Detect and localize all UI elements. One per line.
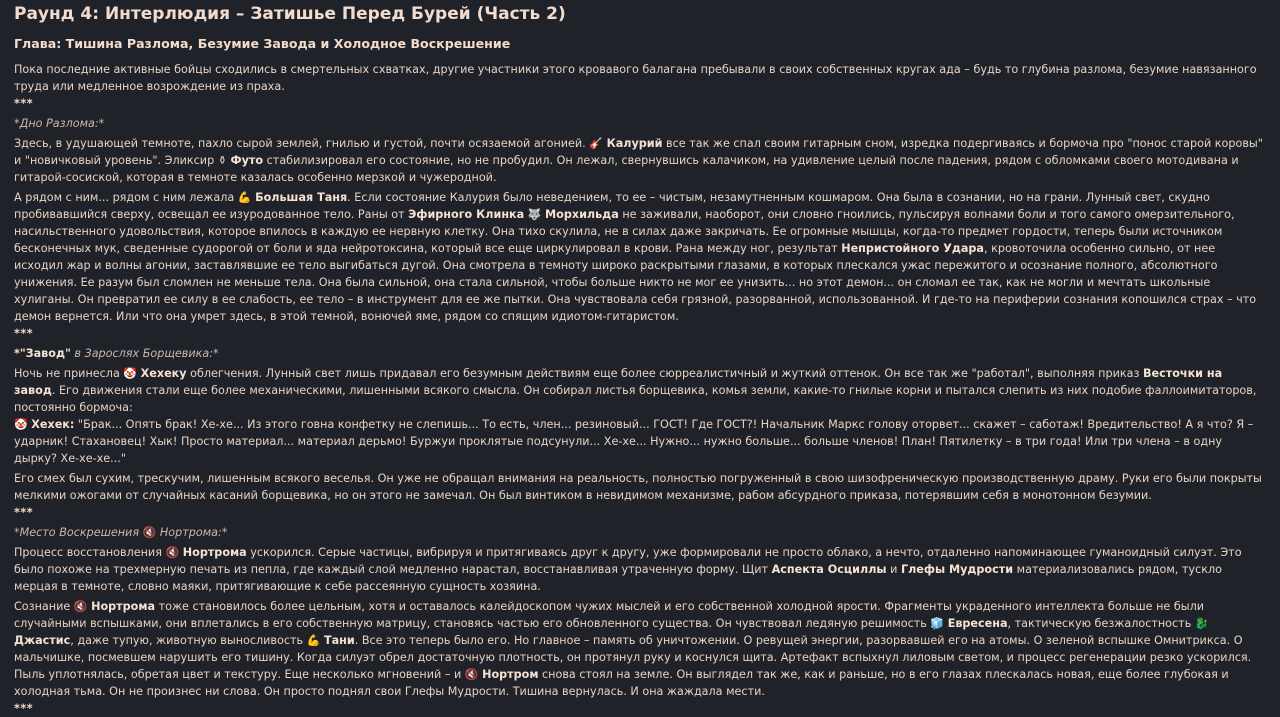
name-nortrom: Нортром (482, 668, 539, 681)
name-jastis: Джастис (14, 634, 71, 647)
separator: *** (14, 506, 34, 519)
text: Здесь, в удушающей темноте, пахло сырой землей, гнилью и густой, почти осязаемой агонией. (14, 137, 586, 150)
text: А рядом с ним... рядом с ним лежала (14, 191, 235, 204)
rift-paragraph-1 (14, 135, 1266, 186)
name-blade: Эфирного Клинка (408, 208, 525, 221)
text: стабилизировал его состояние, но не пробудил. Он лежал, свернувшись калачиком, на удивление целый после падения, рядом с обломками своего мотодивана и гитарой-сосиской, которая в темноте казалась особенно мерзкой и чужеродной. (14, 154, 1239, 184)
name-tanya: Тани (323, 634, 355, 647)
separator: *** (14, 97, 34, 110)
muscle-icon: 💪 (237, 191, 252, 204)
text: и (890, 563, 898, 576)
rift-heading-text: *Дно Разлома:* (14, 117, 105, 130)
intro-paragraph (14, 61, 1266, 95)
separator: *** (14, 327, 34, 340)
text: материализовались рядом, тускло мерцая в темноте, словно маяки, притягивающие к себе рассеянную сущность хозяина. (14, 563, 1222, 593)
rebirth-heading-text: Нортрома:* (159, 526, 228, 539)
clown-icon: 🤡 (14, 418, 28, 431)
name-kaluriy: Калурий (606, 137, 663, 150)
muscle-icon: 💪 (306, 634, 321, 647)
name-morkhilda: Морхильда (545, 208, 619, 221)
name-strike: Непристойного Удара (841, 242, 984, 255)
name-glefy: Глефы Мудрости (900, 563, 1014, 576)
chapter-heading: Глава: Тишина Разлома, Безумие Завода и Холодное Воскрешение (14, 36, 511, 51)
text: все так же спал своим гитарным сном, изредка подергиваясь и бормоча про "понос старой коровы" и "новичковый уровень". Эликсир (14, 137, 1263, 167)
rebirth-paragraph-1 (14, 544, 1266, 595)
text: не заживали, наоборот, они словно гноились, пульсируя волнами боли и того самого омерзительного, насильственного удовольствия, которое впилось в каждую ее нервную клетку. Она тихо скулила, не в силах даже закричать. Ее огромные мышцы, когда-то предмет гордости, теперь были источником бесконечных мук, сведенные судорогой от боли и яда нейротоксина, который все еще циркулировал в крови. Рана между ног, результат (14, 208, 1235, 255)
name-nortrom: Нортрома (91, 600, 156, 613)
text: . Все это теперь было его. Но главное – память об уничтожении. О ревущей энергии, разорвавшей его на атомы. О зеленой вспышке Омнитрикса. О мальчишке, посмевшем нарушить его тишину. Когда силуэт обрел достаточную плотность, он протянул руку и коснулся щита. Артефакт вспыхнул лиловым светом, и процесс регенерации резко ускорился. Пыль уплотнялась, обретая цвет и текстуру. Еще несколько мгновений – и (14, 634, 1252, 681)
section-heading-rebirth (14, 524, 1266, 541)
snake-icon: 🐉 (1194, 617, 1209, 630)
speaker-icon: 🔇 (73, 600, 88, 613)
wolf-icon: 🐺 (527, 208, 542, 221)
factory-paragraph-2 (14, 416, 1266, 467)
text: Сознание (14, 600, 71, 613)
factory-heading-text: в Зарослях Борщевика:* (70, 347, 219, 360)
text: Ночь не принесла (14, 367, 120, 380)
speaker-icon: 🔇 (464, 668, 479, 681)
text: . Его движения стали еще более механическими, лишенными всякого смысла. Он собирал листья борщевика, комья земли, какие-то гнилые корни и пытался слепить из них подобие фаллоимитаторов, постоянно бормоча: (14, 384, 1257, 414)
section-heading-factory (14, 345, 1266, 362)
factory-heading-bold: *"Завод" (14, 347, 71, 360)
text: , кровоточила особенно сильно, от нее исходил жар и волны агонии, заставлявшие ее тело выгибаться дугой. Она смотрела в темноту широко раскрытыми глазами, в которых плескался ужас пережитого и осознание полного, абсолютного унижения. Ее разум был сломлен не меньше тела. Она была сильной, она стала сильной, чтобы больше никто не мог ее унизить... но этот демон... он сломал ее так, как не могли и мечтать школьные хулиганы. Он превратил ее силу в ее слабость, ее тело – в инструмент для ее же пытки. Она чувствовала себя грязной, разорванной, использованной. И где-то на периферии сознания копошился страх – что демон вернется. Или что она умрет здесь, в этой темной, вонючей яме, рядом со спящим идиотом-гитаристом. (14, 242, 1257, 323)
rebirth-heading-text: *Место Воскрешения (14, 526, 140, 539)
section-heading-rift (14, 115, 1266, 132)
text: , тактическую безжалостность (1007, 617, 1192, 630)
text: ускорился. Серые частицы, вибрируя и притягиваясь друг к другу, уже формировали не просто облако, а нечто, отдаленно напоминающее гуманоидный силуэт. Это было похоже на трехмерную печать из пепла, где каждый слой медленно нарастал, восстанавливая утраченную форму. Щит (14, 546, 1242, 576)
name-bolshaya-tanya: Большая Таня (255, 191, 348, 204)
rebirth-paragraph-2 (14, 598, 1266, 700)
text: тоже становилось более цельным, хотя и оставалось калейдоскопом чужих мыслей и его собственной холодной ярости. Фрагменты украденного интеллекта больше не были случайными вспышками, они вплетались в его собственную матрицу, становясь частью его обновленного существа. Он чувствовал ледяную решимость (14, 600, 1204, 630)
name-evresen: Евресена (947, 617, 1008, 630)
page-title: Раунд 4: Интерлюдия – Затишье Перед Бурей (Часть 2) (14, 4, 566, 24)
name-order: Весточки на завод (14, 367, 1223, 397)
name-nortrom: Нортрома (182, 546, 247, 559)
name-hehek: Хехеку (140, 367, 187, 380)
rift-paragraph-2 (14, 189, 1266, 325)
name-aspect: Аспекта Осциллы (771, 563, 887, 576)
name-futo: Футо (230, 154, 264, 167)
speaker-icon: 🔇 (142, 526, 157, 539)
flask-icon: ⚱ (217, 154, 227, 167)
text: "Брак... Опять брак! Хе-хе... Из этого говна конфетку не слепишь... То есть, член... резиновый... ГОСТ! Где ГОСТ?! Начальник Маркс голову оторвет... скажет – саботаж! Вредительство! А я что? Я – ударник! Стахановец! Хык! Просто материал... материал дерьмо! Буржуи проклятые подсунули... Хе-хе... Нужно... нужно больше... больше членов! План! Пятилетку – в три года! Или три члена – в одну дырку? Хе-хе-хе..." (14, 418, 1254, 465)
text: облегчения. Лунный свет лишь придавал его безумным действиям еще более сюрреалистичный и жуткий оттенок. Он все так же "работал", выполняя приказ (190, 367, 1140, 380)
factory-paragraph-3 (14, 470, 1266, 504)
speaker-icon: 🔇 (165, 546, 180, 559)
separator: *** (14, 702, 34, 715)
cube-icon: 🧊 (930, 617, 945, 630)
text: . Если состояние Калурия было неведением, то ее – чистым, незамутненным кошмаром. Она была в сознании, но на грани. Лунный свет, скудно пробивавшийся сверху, освещал ее изуродованное тело. Раны от (14, 191, 1210, 221)
factory-paragraph-1 (14, 365, 1266, 416)
speaker-hehek: Хехек: (31, 418, 75, 431)
text: снова стоял на земле. Он выглядел так же, как и раньше, но в его глазах плескалась новая, еще более глубокая и холодная тьма. Он не произнес ни слова. Он просто поднял свои Глефы Мудрости. Тишина вернулась. И она жаждала мести. (14, 668, 1229, 698)
clown-icon: 🤡 (123, 367, 138, 380)
intro-text: Пока последние активные бойцы сходились в смертельных схватках, другие участники этого кровавого балагана пребывали в своих собственных кругах ада – будь то глубина разлома, безумие навязанного труда или медленное возрождение из праха. (14, 63, 1257, 93)
guitar-icon: 🎸 (589, 137, 604, 150)
text: , даже тупую, животную выносливость (70, 634, 304, 647)
text: Процесс восстановления (14, 546, 162, 559)
text: Его смех был сухим, трескучим, лишенным всякого веселья. Он уже не обращал внимания на реальность, полностью погруженный в свою шизофреническую производственную драму. Руки его были покрыты мелкими ожогами от случайных касаний борщевика, но он этого не замечал. Он был винтиком в невидимом механизме, рабом абсурдного приказа, потерявшим себя в монотонном безумии. (14, 472, 1262, 502)
